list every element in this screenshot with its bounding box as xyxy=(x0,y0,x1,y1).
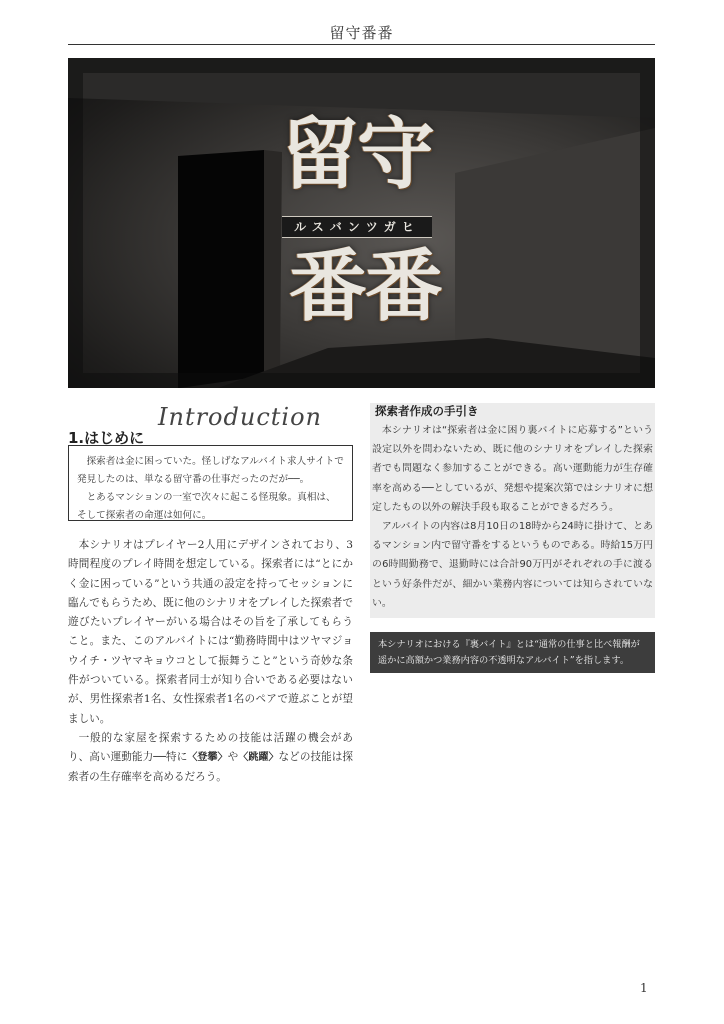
creation-guide-heading: 探索者作成の手引き xyxy=(375,404,479,418)
body-text-segment: 一般的な家屋を探索するための技能は活躍の機会があり、高い運動能力──特に xyxy=(68,731,353,764)
hero-title-bottom: 番番 xyxy=(289,241,442,332)
hero-title-ruby: ルスバンツガヒ xyxy=(282,216,432,238)
page-number: 1 xyxy=(640,981,648,995)
intro-summary-box xyxy=(68,445,353,521)
running-header: 留守番番 xyxy=(329,24,394,42)
hero-title-top: 留守 xyxy=(281,109,434,200)
door-frame-shape xyxy=(264,150,282,376)
intro-body-text xyxy=(68,536,353,787)
skill-jump: 〈跳躍〉 xyxy=(238,752,279,764)
intro-summary-paragraph: 探索者は金に困っていた。怪しげなアルバイト求人サイトで発見したのは、単なる留守番の仕事だったのだが──。 xyxy=(77,456,344,485)
doorway-shape xyxy=(178,150,264,388)
creation-guide-body xyxy=(370,421,655,613)
body-text-segment: などの技能は探索者の生存確率を高めるだろう。 xyxy=(68,751,354,783)
creation-paragraph: アルバイトの内容は8月10日の18時から24時に掛けて、とあるマンション内で留守番をするというものである。時給15万円の6時間勤務で、退勤時には合計90万円がそれぞれの手に渡るという好条件だが、細かい業務内容については知らされていない。 xyxy=(372,521,653,609)
creation-paragraph: 本シナリオは“探索者は金に困り裏バイトに応募する”という設定以外を問わないため、既に他のシナリオをプレイした探索者でも問題なく参加することができる。高い運動能力が生存確率を高める──としているが、発想や提案次第ではシナリオに想定したもの以外の解決手段も取ることができるだろう。 xyxy=(372,425,653,513)
body-text-segment: や xyxy=(227,751,239,764)
skill-climb: 〈登攀〉 xyxy=(187,752,228,764)
introduction-script-label: Introduction xyxy=(158,403,322,431)
body-paragraph xyxy=(68,729,353,787)
ura-baito-note: 本シナリオにおける『裏バイト』とは“通常の仕事と比べ報酬が遥かに高額かつ業務内容の不透明なアルバイト”を指します。 xyxy=(370,632,655,673)
body-paragraph: 本シナリオはプレイヤー2人用にデザインされており、3時間程度のプレイ時間を想定している。探索者には“とにかく金に困っている”という共通の設定を持ってセッションに臨んでもらうため、既に他のシナリオをプレイした探索者で遊びたいプレイヤーがいる場合はその旨を了承してもらうこと。また、このアルバイトには“勤務時間中はツヤマジョウイチ・ツヤマキョウコとして振舞うこと”という奇妙な条件がついている。探索者同士が知り合いである必要はないが、男性探索者1名、女性探索者1名のペアで遊ぶことが望ましい。 xyxy=(68,539,353,725)
header-rule xyxy=(68,44,655,45)
hero-image xyxy=(68,58,655,388)
section-title: 1.はじめに xyxy=(68,429,145,447)
intro-summary-paragraph: とあるマンションの一室で次々に起こる怪現象。真相は、そして探索者の命運は如何に。 xyxy=(77,492,336,521)
